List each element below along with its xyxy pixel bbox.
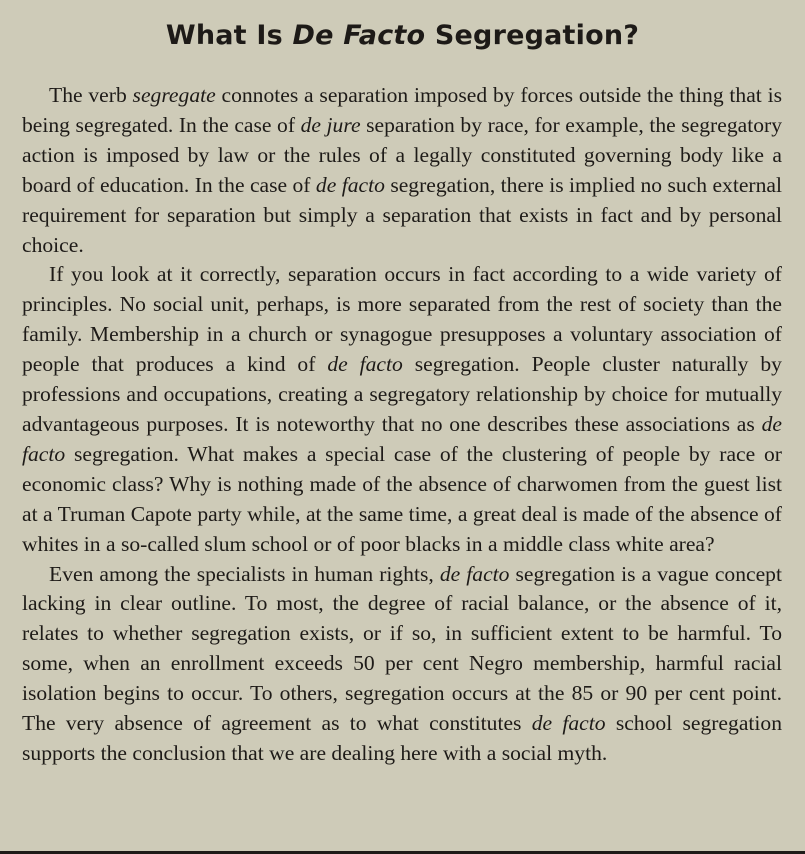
italic-term: de facto: [315, 172, 385, 197]
italic-term: de facto: [439, 561, 510, 586]
text-run: Even among the specialists in human rights,: [49, 561, 440, 586]
italic-term: de facto: [327, 352, 403, 377]
article-body: [22, 81, 782, 769]
text-run: connotes a separation imposed by forces outside the thing that is being segregated. In the case of: [22, 83, 782, 137]
text-run: segregation. People cluster naturally by professions and occupations, creating a segregatory relationship by choice for mutually advantageous purposes. It is noteworthy that no one describes these associations as: [22, 352, 782, 436]
text-run: separation by race, for example, the segregatory action is imposed by law or the rules of a legally constituted governing body like a board of education. In the case of: [22, 112, 782, 197]
title-text-italic: De Facto: [292, 20, 426, 51]
text-run: segregation, there is implied no such external requirement for separation but simply a separation that exists in fact and by personal choice.: [22, 172, 782, 257]
italic-term: de facto: [531, 711, 606, 736]
italic-term: segregate: [132, 83, 216, 107]
text-run: The verb: [49, 83, 133, 107]
italic-term: de facto: [22, 411, 782, 466]
text-run: segregation. What makes a special case of the clustering of people by race or economic class? Why is nothing made of the absence of charwomen from the guest list at a Truman Capote party while, at the same time, a great deal is made of the absence of whites in a so-called slum school or of poor blacks in a middle class white area?: [22, 441, 782, 556]
title-text-start: What Is: [165, 20, 293, 51]
paragraph-3: [22, 560, 782, 769]
text-run: If you look at it correctly, separation occurs in fact according to a wide variety of principles. No social unit, perhaps, is more separated from the rest of society than the family. Membership in a church or synagogue presupposes a voluntary association of people that produces a kind of: [22, 262, 782, 377]
paragraph-1: [22, 81, 782, 260]
italic-term: de jure: [300, 112, 361, 137]
title-text-end: Segregation?: [425, 20, 640, 51]
text-run: segregation is a vague concept lacking in clear outline. To most, the degree of racial balance, or the absence of it, relates to whether segregation exists, or if so, in sufficient extent to be harmful. To some, when an enrollment exceeds 50 per cent Negro membership, harmful racial isolation begins to occur. To others, segregation occurs at the 85 or 90 per cent point. The very absence of agreement as to what constitutes: [22, 561, 782, 736]
page-title: [0, 20, 805, 51]
paragraph-2: [22, 260, 782, 559]
text-run: school segregation supports the conclusion that we are dealing here with a social myth.: [22, 711, 782, 765]
